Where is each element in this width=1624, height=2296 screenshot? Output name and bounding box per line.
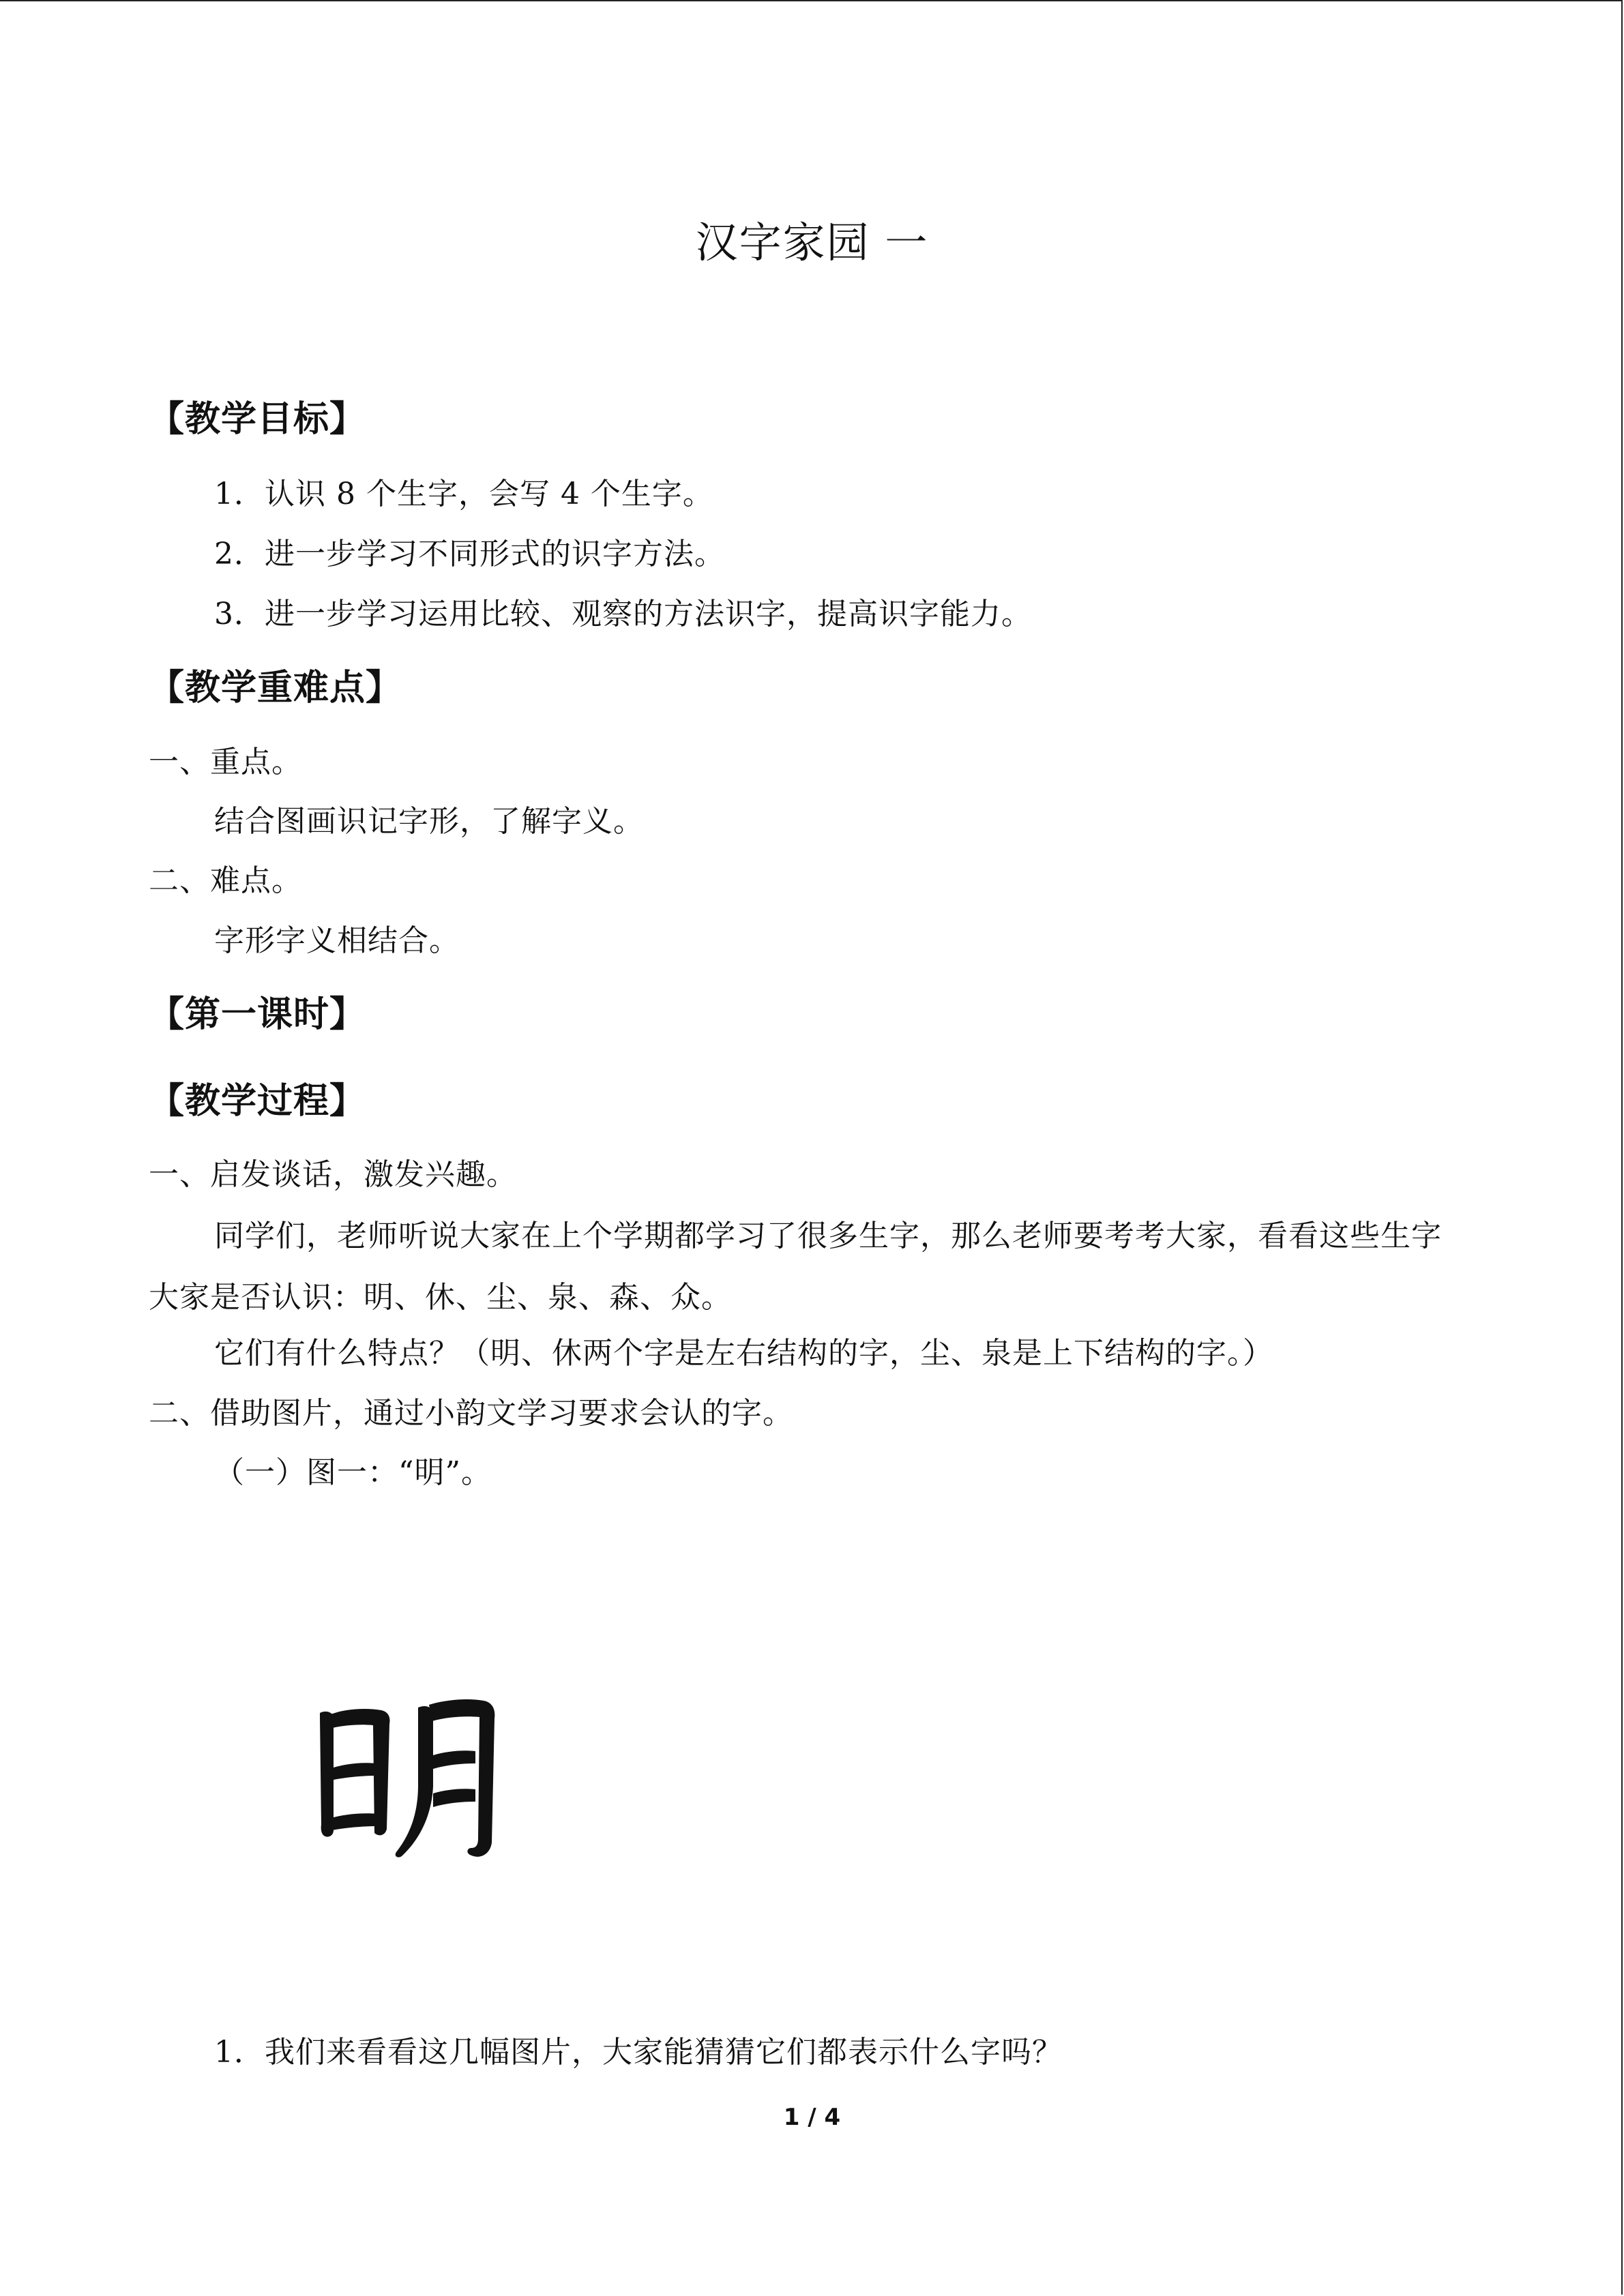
hard-point-text: 字形字义相结合。 [214, 923, 460, 958]
page-number: 1 / 4 [783, 2104, 841, 2131]
key-point-text: 结合图画识记字形，了解字义。 [214, 804, 644, 839]
step1-label: 一、启发谈话，激发兴趣。 [149, 1157, 517, 1192]
process-heading: 【教学过程】 [149, 1081, 366, 1122]
difficulties-heading: 【教学重难点】 [149, 668, 402, 709]
figure1-label: （一）图一：“明”。 [214, 1455, 492, 1490]
lesson-heading: 【第一课时】 [149, 994, 366, 1035]
goal-item: 1．认识 8 个生字，会写 4 个生字。 [214, 477, 713, 511]
goals-heading: 【教学目标】 [149, 399, 366, 440]
step1-question: 它们有什么特点？（明、休两个字是左右结构的字，尘、泉是上下结构的字。） [214, 1336, 1273, 1371]
key-point-label: 一、重点。 [149, 745, 302, 779]
step2-label: 二、借助图片，通过小韵文学习要求会认的字。 [149, 1396, 793, 1431]
step1-paragraph: 同学们，老师听说大家在上个学期都学习了很多生字，那么老师要考考大家，看看这些生字大家是否认识：明、休、尘、泉、森、众。 [149, 1219, 1442, 1315]
goal-item: 2．进一步学习不同形式的识字方法。 [214, 537, 725, 571]
question-1: 1．我们来看看这几幅图片，大家能猜猜它们都表示什么字吗？ [214, 2035, 1063, 2070]
page-title: 汉字家园 一 [695, 218, 929, 267]
calligraphy-ming-glyph [310, 1684, 501, 1868]
goal-item: 3．进一步学习运用比较、观察的方法识字，提高识字能力。 [214, 597, 1032, 631]
calligraphy-ming-image [310, 1684, 501, 1868]
hard-point-label: 二、难点。 [149, 863, 302, 898]
